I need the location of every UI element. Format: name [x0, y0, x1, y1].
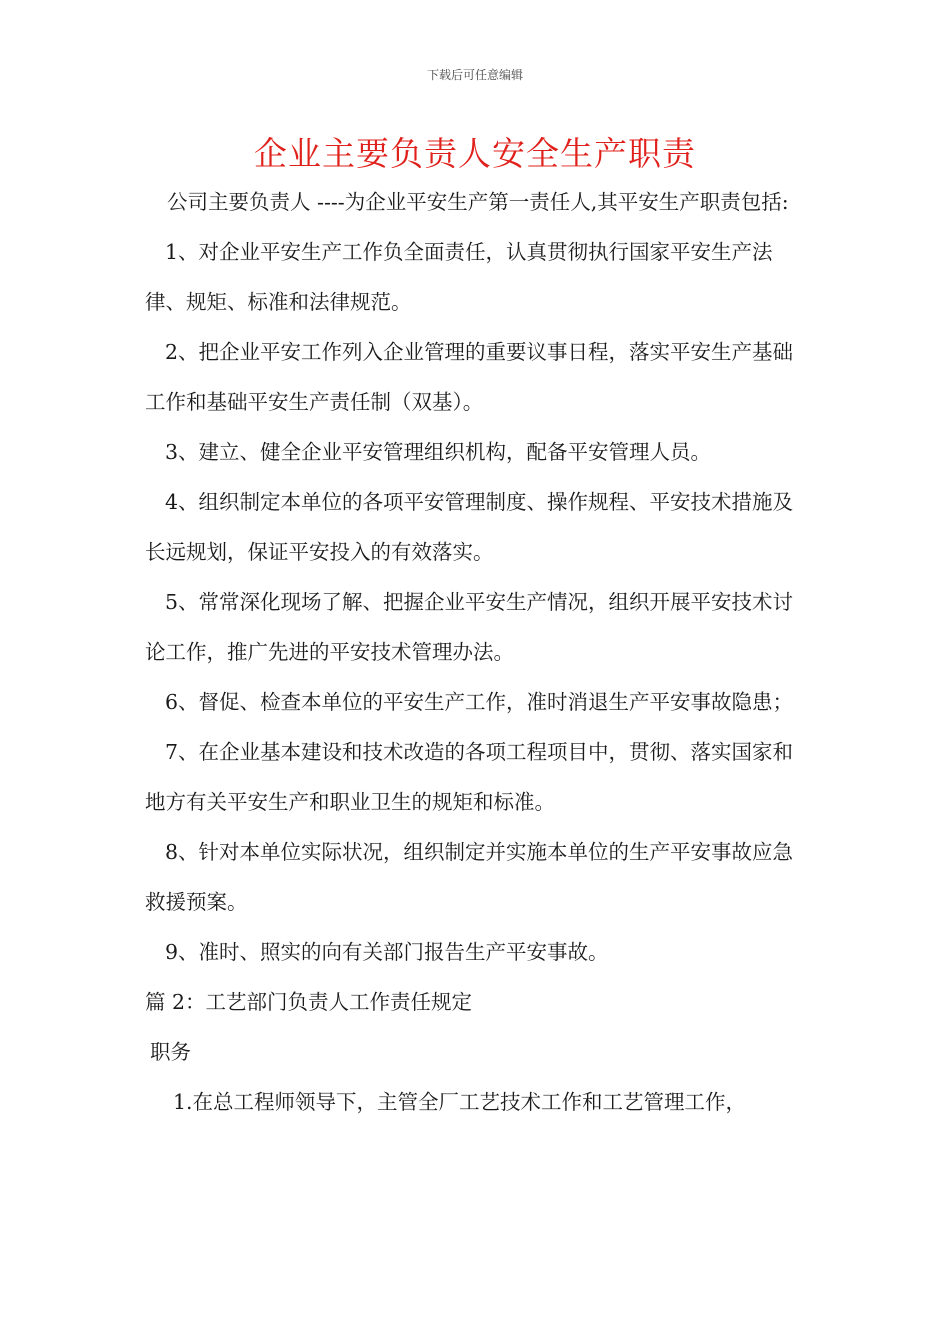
list-item-9: 9、准时、照实的向有关部门报告生产平安事故。: [165, 940, 609, 964]
document-title: 企业主要负责人安全生产职责: [254, 134, 696, 173]
sub-item-1: 1.在总工程师领导下，主管全厂工艺技术工作和工艺管理工作，: [173, 1090, 747, 1114]
section-heading: 篇 2：工艺部门负责人工作责任规定: [145, 990, 473, 1014]
list-item-3: 3、建立、健全企业平安管理组织机构，配备平安管理人员。: [165, 440, 712, 464]
sub-heading: 职务: [150, 1040, 191, 1064]
list-item-2: 2、把企业平安工作列入企业管理的重要议事日程，落实平安生产基础工作和基础平安生产责任制（双基）。: [145, 340, 794, 414]
list-item-7: 7、在企业基本建设和技术改造的各项工程项目中，贯彻、落实国家和地方有关平安生产和职业卫生的规矩和标准。: [145, 740, 794, 814]
document-body: [145, 177, 813, 1127]
list-item-4: 4、组织制定本单位的各项平安管理制度、操作规程、平安技术措施及长远规划，保证平安投入的有效落实。: [145, 490, 794, 564]
list-item-5: 5、常常深化现场了解、把握企业平安生产情况，组织开展平安技术讨论工作，推广先进的平安技术管理办法。: [145, 590, 794, 664]
list-item-1: 1、对企业平安生产工作负全面责任，认真贯彻执行国家平安生产法律、规矩、标准和法律规范。: [145, 240, 773, 314]
intro-paragraph: 公司主要负责人 ----为企业平安生产第一责任人,其平安生产职责包括:: [167, 190, 789, 214]
header-note: 下载后可任意编辑: [426, 68, 523, 82]
list-item-6: 6、督促、检查本单位的平安生产工作，准时消退生产平安事故隐患；: [165, 690, 794, 714]
list-item-8: 8、针对本单位实际状况，组织制定并实施本单位的生产平安事故应急救援预案。: [145, 840, 794, 914]
